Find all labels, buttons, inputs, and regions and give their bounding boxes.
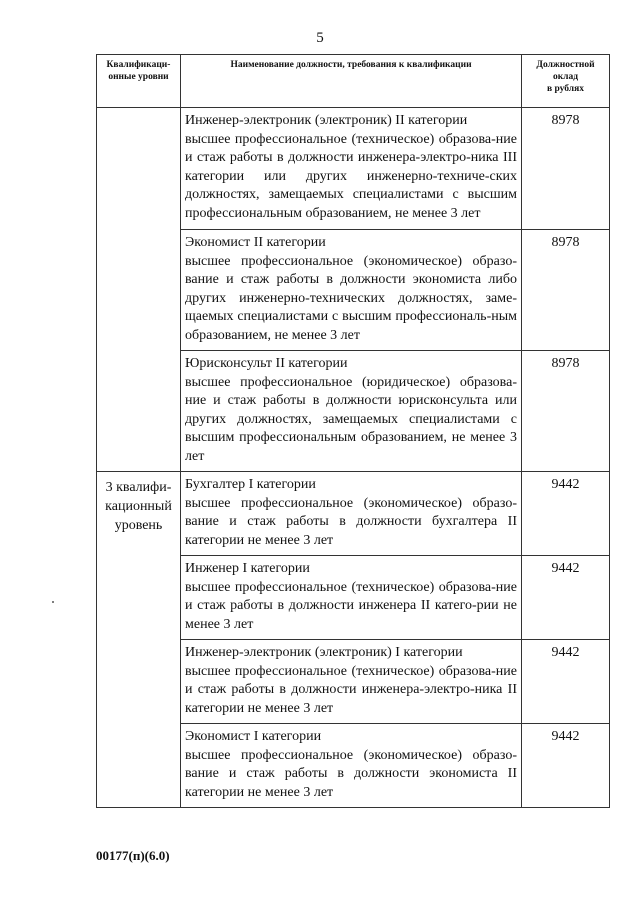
document-code: 00177(п)(6.0) bbox=[96, 848, 170, 863]
header-salary-line: оклад bbox=[552, 72, 579, 82]
header-level bbox=[97, 55, 181, 108]
position-requirements: высшее профессиональное (экономическое) образо-вание и стаж работы в должности бухгалтера II категории не менее 3 лет bbox=[185, 495, 517, 548]
position-requirements: высшее профессиональное (техническое) образова-ние и стаж работы в должности инженера II катего-рии не менее 3 лет bbox=[185, 579, 517, 632]
position-requirements: высшее профессиональное (юридическое) образова-ние и стаж работы в должности юрисконсульта или других должностях, замещаемых специалистами с высшим профессиональным образованием, не менее 3 лет bbox=[185, 374, 517, 464]
position-title: Бухгалтер I категории bbox=[185, 477, 316, 492]
position-title: Юрисконсульт II категории bbox=[185, 356, 348, 371]
header-salary bbox=[522, 55, 610, 108]
salary-value: 9442 bbox=[522, 556, 610, 640]
position-title: Инженер I категории bbox=[185, 561, 310, 576]
qualification-level bbox=[97, 108, 181, 472]
salary-value: 9442 bbox=[522, 472, 610, 556]
table-row bbox=[97, 108, 610, 230]
position-cell bbox=[181, 351, 522, 472]
header-level-line: Квалификаци- bbox=[106, 60, 171, 70]
position-title: Экономист I категории bbox=[185, 729, 322, 744]
salary-value: 9442 bbox=[522, 640, 610, 724]
position-cell bbox=[181, 724, 522, 808]
position-cell bbox=[181, 556, 522, 640]
position-requirements: высшее профессиональное (экономическое) образо-вание и стаж работы в должности экономиста II категории не менее 3 лет bbox=[185, 747, 517, 800]
position-title: Инженер-электроник (электроник) II категории bbox=[185, 113, 468, 128]
qualification-table bbox=[96, 54, 610, 808]
position-cell bbox=[181, 472, 522, 556]
position-title: Инженер-электроник (электроник) I категории bbox=[185, 645, 463, 660]
salary-value: 8978 bbox=[522, 108, 610, 230]
scan-speck bbox=[52, 601, 54, 603]
salary-value: 8978 bbox=[522, 351, 610, 472]
qualification-level: 3 квалифи-кационный уровень bbox=[97, 472, 181, 808]
header-name: Наименование должности, требования к квалификации bbox=[181, 55, 522, 108]
page-number: 5 bbox=[316, 30, 324, 46]
position-cell bbox=[181, 230, 522, 351]
header-salary-line: в рублях bbox=[546, 84, 585, 94]
position-title: Экономист II категории bbox=[185, 235, 326, 250]
header-level-line: онные уровни bbox=[108, 72, 169, 82]
table-header-row bbox=[97, 55, 610, 108]
position-requirements: высшее профессиональное (экономическое) образо-вание и стаж работы в должности экономиста либо других инженерно-технических должностях, заме-щаемых специалистами с высшим профессиональ-ным образованием, не менее 3 лет bbox=[185, 253, 517, 343]
salary-value: 9442 bbox=[522, 724, 610, 808]
position-cell bbox=[181, 640, 522, 724]
position-requirements: высшее профессиональное (техническое) образова-ние и стаж работы в должности инженера-электро-ника II категории не менее 3 лет bbox=[185, 663, 517, 716]
header-salary-line: Должностной bbox=[536, 60, 595, 70]
position-cell bbox=[181, 108, 522, 230]
table-row bbox=[97, 472, 610, 556]
salary-value: 8978 bbox=[522, 230, 610, 351]
position-requirements: высшее профессиональное (техническое) образова-ние и стаж работы в должности инженера-электро-ника III категории или других инженерно-техниче-ских должностях, замещаемых специалистами с высшим профессиональным образованием, не менее 3 лет bbox=[185, 131, 517, 221]
